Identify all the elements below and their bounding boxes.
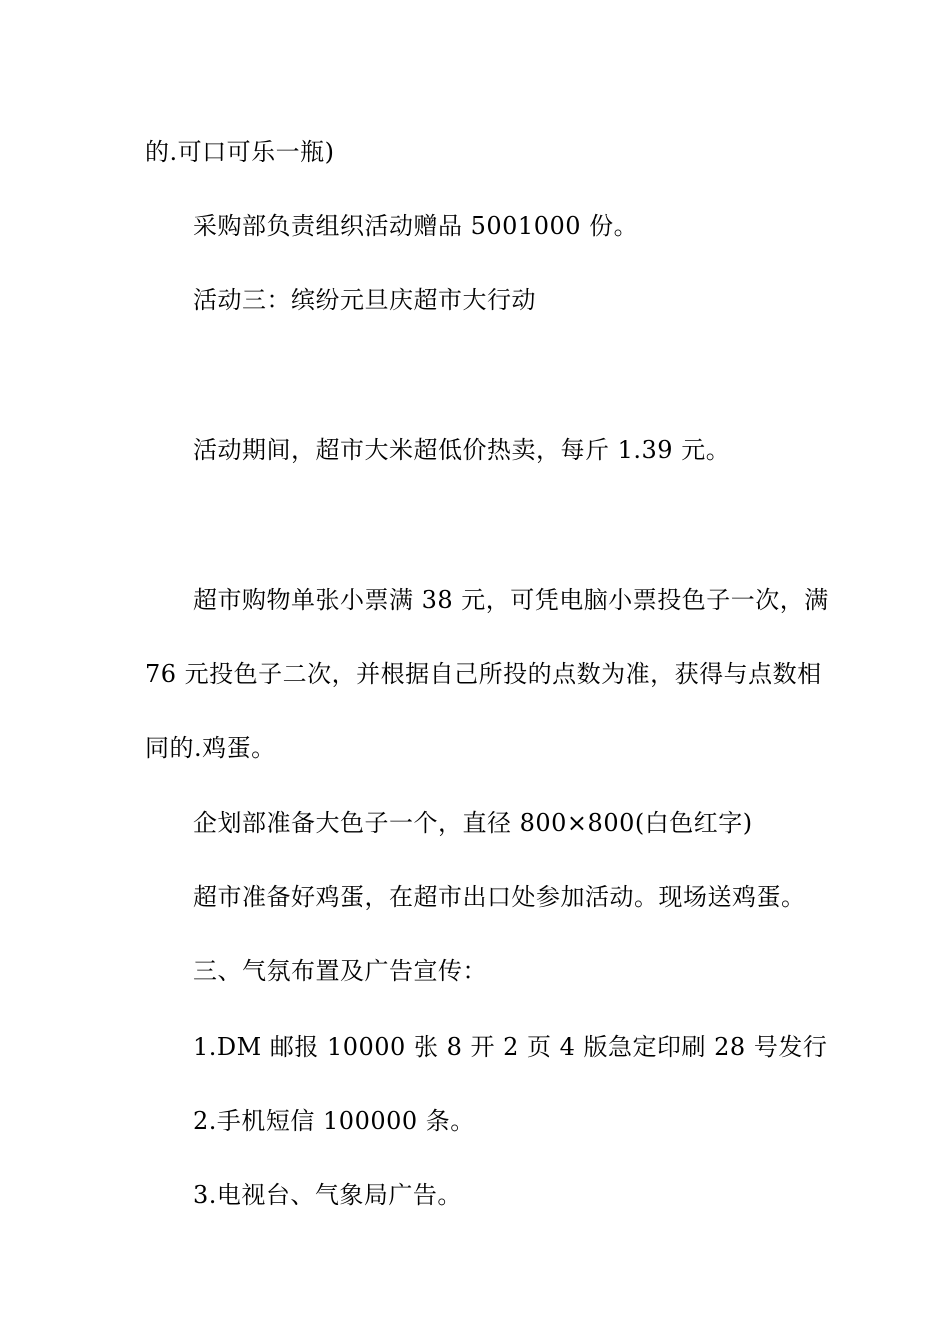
list-item: 1.DM 邮报 10000 张 8 开 2 页 4 版急定印刷 28 号发行 [193,1033,828,1061]
section-heading: 三、气氛布置及广告宣传： [193,957,487,985]
text-line: 超市准备好鸡蛋，在超市出口处参加活动。现场送鸡蛋。 [193,883,806,911]
list-item: 2.手机短信 100000 条。 [193,1107,475,1135]
section-heading: 活动三：缤纷元旦庆超市大行动 [193,286,536,314]
text-line: 的.可口可乐一瓶) [145,138,335,166]
text-line: 企划部准备大色子一个，直径 800×800(白色红字) [193,809,753,837]
text-line: 超市购物单张小票满 38 元，可凭电脑小票投色子一次，满 [193,586,829,614]
text-line: 76 元投色子二次，并根据自己所投的点数为准，获得与点数相 [145,660,822,688]
list-item: 3.电视台、气象局广告。 [193,1181,462,1209]
text-line: 活动期间，超市大米超低价热卖，每斤 1.39 元。 [193,436,731,464]
text-line: 同的.鸡蛋。 [145,734,276,762]
text-line: 采购部负责组织活动赠品 5001000 份。 [193,212,639,240]
